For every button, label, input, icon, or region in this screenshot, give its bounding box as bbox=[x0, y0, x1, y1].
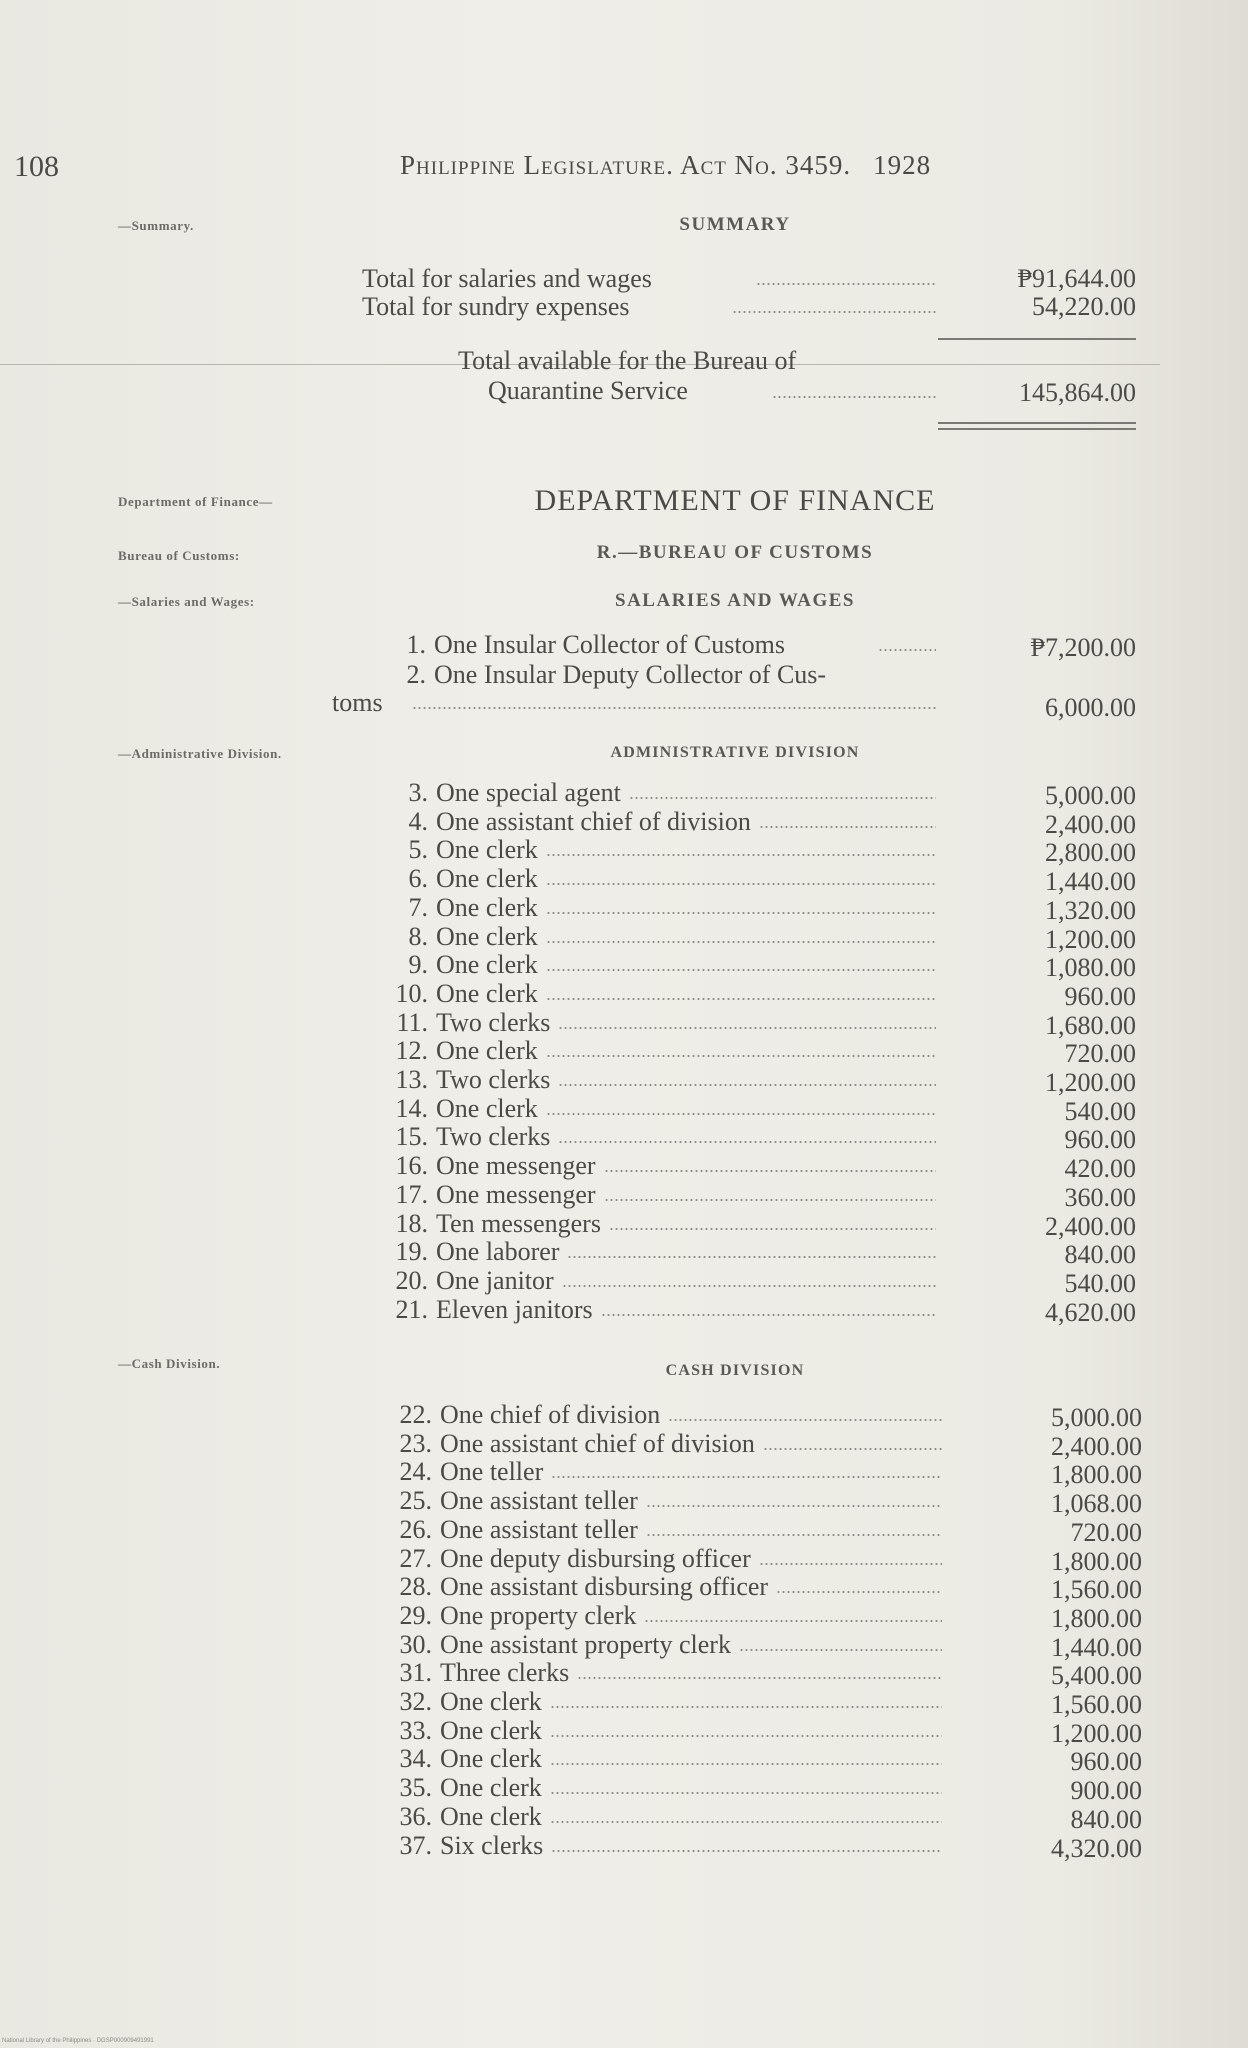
leader-dots bbox=[878, 649, 936, 651]
item-amount: 1,440.00 bbox=[1051, 1632, 1142, 1662]
list-item bbox=[399, 1600, 637, 1631]
scan-footer: National Library of the Philippines · DGSP000909491991 bbox=[2, 2038, 154, 2044]
item-label: One clerk bbox=[436, 835, 538, 865]
running-head-year: 1928 bbox=[873, 150, 932, 180]
item-label: One special agent bbox=[436, 778, 621, 807]
leader-dots bbox=[551, 1476, 942, 1478]
leader-dots bbox=[546, 883, 936, 885]
list-item bbox=[395, 1179, 596, 1210]
item-label: Two clerks bbox=[436, 1065, 551, 1094]
item-label: One clerk bbox=[436, 921, 538, 951]
item-amount: 1,800.00 bbox=[1051, 1460, 1142, 1490]
leader-dots bbox=[604, 1170, 936, 1172]
leader-dots bbox=[577, 1677, 942, 1679]
item-amount: 1,560.00 bbox=[1051, 1575, 1142, 1605]
bureau-heading: R.—BUREAU OF CUSTOMS bbox=[596, 542, 874, 563]
leader-dots bbox=[668, 1419, 942, 1421]
item-label: One laborer bbox=[436, 1237, 560, 1267]
summary-total-row-1 bbox=[458, 346, 796, 376]
item-amount: 2,400.00 bbox=[1045, 1211, 1136, 1241]
item-number: 36. bbox=[399, 1801, 432, 1831]
item-number: 35. bbox=[399, 1773, 432, 1803]
summary-total-amount: 145,864.00 bbox=[1019, 378, 1136, 407]
item-amount: 720.00 bbox=[1064, 1039, 1136, 1069]
item-amount: 540.00 bbox=[1064, 1268, 1136, 1298]
list-item bbox=[395, 1036, 538, 1066]
item-number: 5. bbox=[408, 835, 428, 865]
double-rule-top bbox=[938, 422, 1136, 424]
list-item bbox=[399, 1400, 661, 1430]
item-label: One deputy disbursing officer bbox=[440, 1543, 751, 1573]
item-number: 27. bbox=[399, 1543, 432, 1573]
margin-note-department: Department of Finance— bbox=[118, 494, 273, 509]
double-rule-bottom bbox=[938, 428, 1136, 430]
item-amount: 1,800.00 bbox=[1051, 1546, 1142, 1576]
list-item bbox=[408, 892, 538, 923]
item-label: One teller bbox=[440, 1457, 544, 1487]
list-item bbox=[399, 1744, 542, 1774]
item-amount: 1,440.00 bbox=[1045, 867, 1136, 897]
leader-dots bbox=[546, 941, 936, 943]
item-number: 33. bbox=[399, 1715, 432, 1745]
item-number: 24. bbox=[399, 1457, 432, 1487]
item-label: Two clerks bbox=[436, 1122, 551, 1152]
item-number: 8. bbox=[408, 921, 428, 951]
list-item bbox=[399, 1629, 731, 1660]
leader-dots bbox=[558, 1084, 936, 1086]
summary-heading: SUMMARY bbox=[679, 214, 791, 235]
item-label: One assistant disbursing officer bbox=[440, 1572, 769, 1602]
item-label: One clerk bbox=[440, 1687, 542, 1716]
cash-division-heading: CASH DIVISION bbox=[665, 1362, 805, 1379]
item-label: One Insular Deputy Collector of Cus- bbox=[434, 660, 827, 689]
page-number: 108 bbox=[14, 150, 59, 183]
list-item bbox=[399, 1572, 769, 1602]
item-label: One assistant teller bbox=[440, 1486, 638, 1516]
leader-dots bbox=[732, 311, 936, 313]
item-amount: 5,000.00 bbox=[1051, 1403, 1142, 1432]
department-heading: DEPARTMENT OF FINANCE bbox=[534, 484, 936, 517]
item-amount: 4,320.00 bbox=[1051, 1833, 1142, 1863]
leader-dots bbox=[772, 396, 936, 398]
item-number: 4. bbox=[408, 806, 428, 836]
item-number: 18. bbox=[395, 1208, 428, 1238]
item-label: One clerk bbox=[440, 1715, 542, 1745]
list-item bbox=[399, 1715, 542, 1746]
item-amount: 900.00 bbox=[1070, 1776, 1142, 1806]
item-number: 22. bbox=[399, 1400, 432, 1429]
list-item bbox=[399, 1486, 638, 1516]
item-amount: 540.00 bbox=[1064, 1096, 1136, 1126]
item-number: 14. bbox=[395, 1093, 428, 1123]
leader-dots bbox=[546, 969, 936, 971]
salaries-heading: SALARIES AND WAGES bbox=[615, 590, 855, 611]
item-label-continued: toms bbox=[332, 688, 383, 717]
item-number: 25. bbox=[399, 1486, 432, 1516]
leader-dots bbox=[550, 1821, 942, 1823]
item-number: 37. bbox=[399, 1830, 432, 1860]
item-amount: 360.00 bbox=[1064, 1182, 1136, 1212]
list-item bbox=[395, 1208, 601, 1239]
item-label: Ten messengers bbox=[436, 1208, 601, 1238]
list-item bbox=[395, 1065, 551, 1095]
leader-dots bbox=[609, 1228, 936, 1230]
summary-sundry-amount: 54,220.00 bbox=[1032, 292, 1136, 321]
list-item bbox=[399, 1830, 544, 1861]
leader-dots bbox=[546, 854, 936, 856]
summary-sundry-row bbox=[362, 292, 630, 322]
item-number: 21. bbox=[395, 1294, 428, 1324]
summary-total-row-2 bbox=[488, 376, 688, 406]
item-amount: 1,800.00 bbox=[1051, 1603, 1142, 1633]
list-item bbox=[408, 806, 751, 837]
item-number: 16. bbox=[395, 1151, 428, 1181]
item-amount: 2,400.00 bbox=[1045, 809, 1136, 839]
list-item bbox=[395, 978, 538, 1009]
sum-rule bbox=[938, 338, 1136, 340]
item-label: One Insular Collector of Customs bbox=[434, 630, 785, 659]
item-amount: 1,200.00 bbox=[1045, 1068, 1136, 1097]
list-item bbox=[399, 1801, 542, 1832]
leader-dots bbox=[550, 1735, 942, 1737]
salary-item-2-continued bbox=[332, 688, 383, 718]
list-item bbox=[399, 1687, 542, 1717]
item-number: 13. bbox=[395, 1065, 428, 1094]
summary-salaries-amount: ₱91,644.00 bbox=[1017, 264, 1136, 293]
list-item bbox=[399, 1543, 751, 1574]
leader-dots bbox=[412, 707, 936, 709]
admin-division-heading: ADMINISTRATIVE DIVISION bbox=[610, 744, 860, 761]
item-label: One clerk bbox=[440, 1773, 542, 1803]
item-label: One janitor bbox=[436, 1265, 554, 1295]
leader-dots bbox=[601, 1314, 936, 1316]
leader-dots bbox=[546, 1055, 936, 1057]
item-label: Three clerks bbox=[440, 1658, 570, 1688]
leader-dots bbox=[550, 1763, 942, 1765]
summary-salaries-label: Total for salaries and wages bbox=[362, 264, 652, 293]
list-item bbox=[395, 1237, 560, 1267]
item-amount: 5,000.00 bbox=[1045, 781, 1136, 810]
summary-sundry-label: Total for sundry expenses bbox=[362, 292, 630, 321]
item-label: One assistant teller bbox=[440, 1514, 638, 1544]
item-number: 3. bbox=[408, 778, 428, 807]
list-item bbox=[395, 1093, 538, 1124]
summary-salaries-row bbox=[362, 264, 652, 294]
item-label: Two clerks bbox=[436, 1007, 551, 1037]
item-label: One assistant chief of division bbox=[440, 1428, 755, 1458]
item-amount: 2,400.00 bbox=[1051, 1431, 1142, 1461]
item-label: One assistant property clerk bbox=[440, 1629, 731, 1659]
leader-dots bbox=[550, 1706, 942, 1708]
item-number: 32. bbox=[399, 1687, 432, 1716]
list-item bbox=[408, 950, 538, 980]
item-number: 34. bbox=[399, 1744, 432, 1774]
summary-total-label-1: Total available for the Bureau of bbox=[458, 346, 797, 375]
list-item bbox=[399, 1658, 570, 1688]
item-number: 1. bbox=[406, 630, 426, 659]
running-head bbox=[400, 150, 931, 181]
leader-dots bbox=[756, 283, 936, 285]
leader-dots bbox=[558, 1027, 936, 1029]
leader-dots bbox=[546, 998, 936, 1000]
item-amount: 1,080.00 bbox=[1045, 953, 1136, 983]
list-item bbox=[408, 835, 538, 865]
item-number: 9. bbox=[408, 950, 428, 980]
item-label: One clerk bbox=[436, 978, 538, 1008]
item-amount: 1,200.00 bbox=[1051, 1718, 1142, 1748]
salary-item-2 bbox=[406, 660, 827, 690]
list-item bbox=[399, 1428, 755, 1459]
item-number: 19. bbox=[395, 1237, 428, 1267]
leader-dots bbox=[604, 1199, 936, 1201]
leader-dots bbox=[644, 1620, 942, 1622]
margin-note-salaries: —Salaries and Wages: bbox=[118, 594, 255, 609]
leader-dots bbox=[551, 1850, 942, 1852]
item-amount: 6,000.00 bbox=[1045, 693, 1136, 722]
item-amount: ₱7,200.00 bbox=[1030, 633, 1136, 662]
item-label: One messenger bbox=[436, 1179, 596, 1209]
item-label: Eleven janitors bbox=[436, 1294, 593, 1324]
item-number: 31. bbox=[399, 1658, 432, 1688]
item-label: One clerk bbox=[436, 892, 538, 922]
leader-dots bbox=[763, 1448, 942, 1450]
list-item bbox=[399, 1773, 542, 1803]
item-label: Six clerks bbox=[440, 1830, 544, 1860]
margin-note-admin: —Administrative Division. bbox=[118, 746, 282, 761]
item-label: One clerk bbox=[440, 1801, 542, 1831]
leader-dots bbox=[646, 1534, 942, 1536]
list-item bbox=[395, 1151, 596, 1181]
leader-dots bbox=[562, 1285, 936, 1287]
item-label: One property clerk bbox=[440, 1600, 637, 1630]
item-amount: 960.00 bbox=[1070, 1747, 1142, 1777]
leader-dots bbox=[550, 1792, 942, 1794]
list-item bbox=[396, 1007, 551, 1038]
item-amount: 4,620.00 bbox=[1045, 1297, 1136, 1327]
item-amount: 960.00 bbox=[1064, 1125, 1136, 1155]
item-amount: 1,200.00 bbox=[1045, 924, 1136, 954]
list-item bbox=[395, 1122, 551, 1152]
margin-note-summary: —Summary. bbox=[118, 218, 194, 233]
item-amount: 1,560.00 bbox=[1051, 1690, 1142, 1719]
item-number: 29. bbox=[399, 1600, 432, 1630]
leader-dots bbox=[546, 912, 936, 914]
list-item bbox=[408, 921, 538, 952]
item-number: 17. bbox=[395, 1179, 428, 1209]
item-number: 15. bbox=[395, 1122, 428, 1152]
item-amount: 1,320.00 bbox=[1045, 895, 1136, 925]
item-label: One assistant chief of division bbox=[436, 806, 751, 836]
item-amount: 720.00 bbox=[1070, 1517, 1142, 1547]
item-label: One clerk bbox=[436, 864, 538, 894]
item-label: One clerk bbox=[436, 950, 538, 980]
item-number: 6. bbox=[408, 864, 428, 894]
leader-dots bbox=[646, 1505, 942, 1507]
leader-dots bbox=[546, 1113, 936, 1115]
list-item bbox=[408, 864, 538, 894]
running-head-title: Philippine Legislature. Act No. 3459. bbox=[400, 150, 852, 180]
leader-dots bbox=[558, 1141, 936, 1143]
item-amount: 5,400.00 bbox=[1051, 1661, 1142, 1691]
item-amount: 2,800.00 bbox=[1045, 838, 1136, 868]
item-number: 10. bbox=[395, 978, 428, 1008]
item-amount: 1,068.00 bbox=[1051, 1489, 1142, 1519]
salary-item-1 bbox=[406, 630, 785, 660]
list-item bbox=[395, 1294, 593, 1325]
margin-note-bureau: Bureau of Customs: bbox=[118, 548, 240, 563]
leader-dots bbox=[759, 1563, 942, 1565]
list-item bbox=[399, 1514, 638, 1545]
item-number: 30. bbox=[399, 1629, 432, 1659]
summary-total-label-2: Quarantine Service bbox=[488, 376, 688, 405]
leader-dots bbox=[629, 797, 936, 799]
item-amount: 840.00 bbox=[1070, 1804, 1142, 1834]
item-amount: 960.00 bbox=[1064, 981, 1136, 1011]
item-number: 23. bbox=[399, 1428, 432, 1458]
item-label: One clerk bbox=[440, 1744, 542, 1774]
leader-dots bbox=[776, 1591, 942, 1593]
item-amount: 1,680.00 bbox=[1045, 1010, 1136, 1040]
list-item bbox=[399, 1457, 544, 1487]
item-label: One chief of division bbox=[440, 1400, 661, 1429]
leader-dots bbox=[739, 1649, 942, 1651]
item-amount: 420.00 bbox=[1064, 1154, 1136, 1184]
list-item bbox=[395, 1265, 554, 1296]
item-number: 2. bbox=[406, 660, 426, 689]
item-number: 26. bbox=[399, 1514, 432, 1544]
item-label: One clerk bbox=[436, 1036, 538, 1066]
item-label: One clerk bbox=[436, 1093, 538, 1123]
list-item bbox=[408, 778, 621, 808]
item-number: 11. bbox=[396, 1007, 428, 1037]
leader-dots bbox=[567, 1256, 936, 1258]
item-label: One messenger bbox=[436, 1151, 596, 1181]
item-number: 7. bbox=[408, 892, 428, 922]
item-number: 12. bbox=[395, 1036, 428, 1066]
leader-dots bbox=[759, 826, 936, 828]
item-amount: 840.00 bbox=[1064, 1240, 1136, 1270]
margin-note-cash: —Cash Division. bbox=[118, 1356, 221, 1371]
item-number: 28. bbox=[399, 1572, 432, 1602]
item-number: 20. bbox=[395, 1265, 428, 1295]
